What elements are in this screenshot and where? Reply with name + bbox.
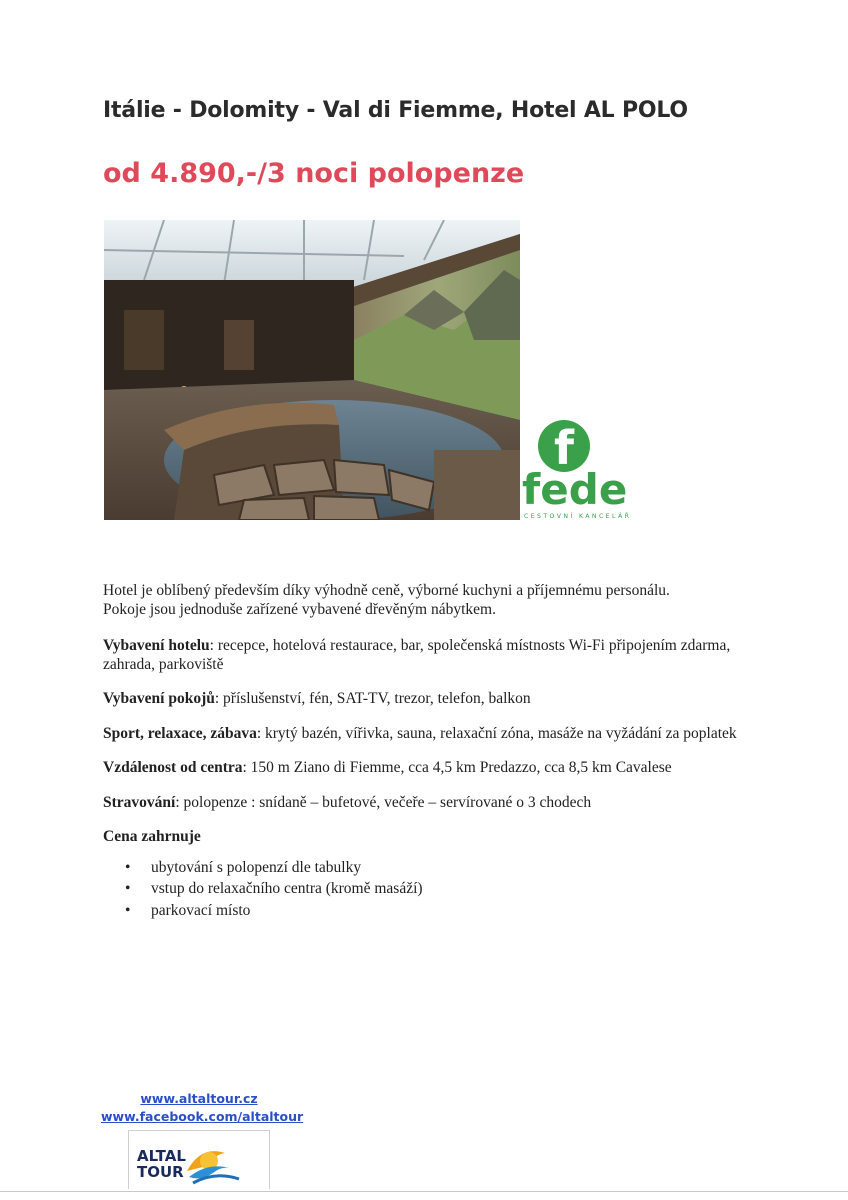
list-item: • parkovací místo <box>151 902 743 921</box>
intro-paragraph <box>103 582 743 619</box>
fede-logo-tagline: CESTOVNÍ KANCELÁŘ <box>524 513 632 520</box>
section-text: : krytý bazén, vířivka, sauna, relaxační zóna, masáže na vyžádání za poplatek <box>256 724 737 742</box>
facebook-link[interactable]: www.facebook.com/altaltour <box>101 1109 304 1124</box>
intro-line-2: Pokoje jsou jednoduše zařízené vybavené dřevěným nábytkem. <box>103 600 496 618</box>
page-title: Itálie - Dolomity - Val di Fiemme, Hotel AL POLO <box>103 98 688 123</box>
fede-logo-name: fede <box>522 465 628 514</box>
price-headline: od 4.890,-/3 noci polopenze <box>103 158 525 189</box>
section-text: : recepce, hotelová restaurace, bar, společenská místnosts Wi-Fi připojením zdarma, zahrada, parkoviště <box>103 637 731 673</box>
section-text: : příslušenství, fén, SAT-TV, trezor, telefon, balkon <box>214 690 531 707</box>
section-text: : polopenze : snídaně – bufetové, večeře – servírované o 3 chodech <box>175 793 592 811</box>
footer-links <box>101 1090 304 1126</box>
website-link[interactable]: www.altaltour.cz <box>140 1091 258 1106</box>
section-text: : 150 m Ziano di Fiemme, cca 4,5 km Predazzo, cca 8,5 km Cavalese <box>242 759 672 776</box>
altal-tour-logo <box>128 1130 270 1189</box>
section-label: Stravování <box>103 793 176 811</box>
includes-heading: Cena zahrnuje <box>103 828 201 845</box>
section-room-amenities <box>103 690 743 709</box>
hotel-description <box>103 582 743 923</box>
section-hotel-amenities <box>103 637 743 674</box>
altal-logo-line1: ALTAL <box>137 1147 186 1165</box>
section-distance <box>103 759 743 778</box>
list-item: • ubytování s polopenzí dle tabulky <box>151 859 743 878</box>
page-bottom-divider <box>0 1191 848 1192</box>
intro-line-1: Hotel je oblíbený především díky výhodně ceně, výborné kuchyni a příjemnému personálu. <box>103 582 670 599</box>
section-label: Sport, relaxace, zábava <box>103 724 257 742</box>
section-board <box>103 794 743 813</box>
hotel-wellness-pool-photo <box>104 220 520 520</box>
section-label: Vybavení pokojů <box>103 690 215 707</box>
fede-agency-logo <box>520 412 670 522</box>
list-item: • vstup do relaxačního centra (kromě masáží) <box>151 880 743 899</box>
altal-logo-line2: TOUR <box>137 1163 184 1181</box>
section-label: Vybavení hotelu <box>103 637 210 654</box>
includes-list <box>103 859 743 921</box>
section-label: Vzdálenost od centra <box>103 759 243 776</box>
section-sport-relax <box>103 725 743 744</box>
fede-logo-letter: f <box>553 421 575 475</box>
